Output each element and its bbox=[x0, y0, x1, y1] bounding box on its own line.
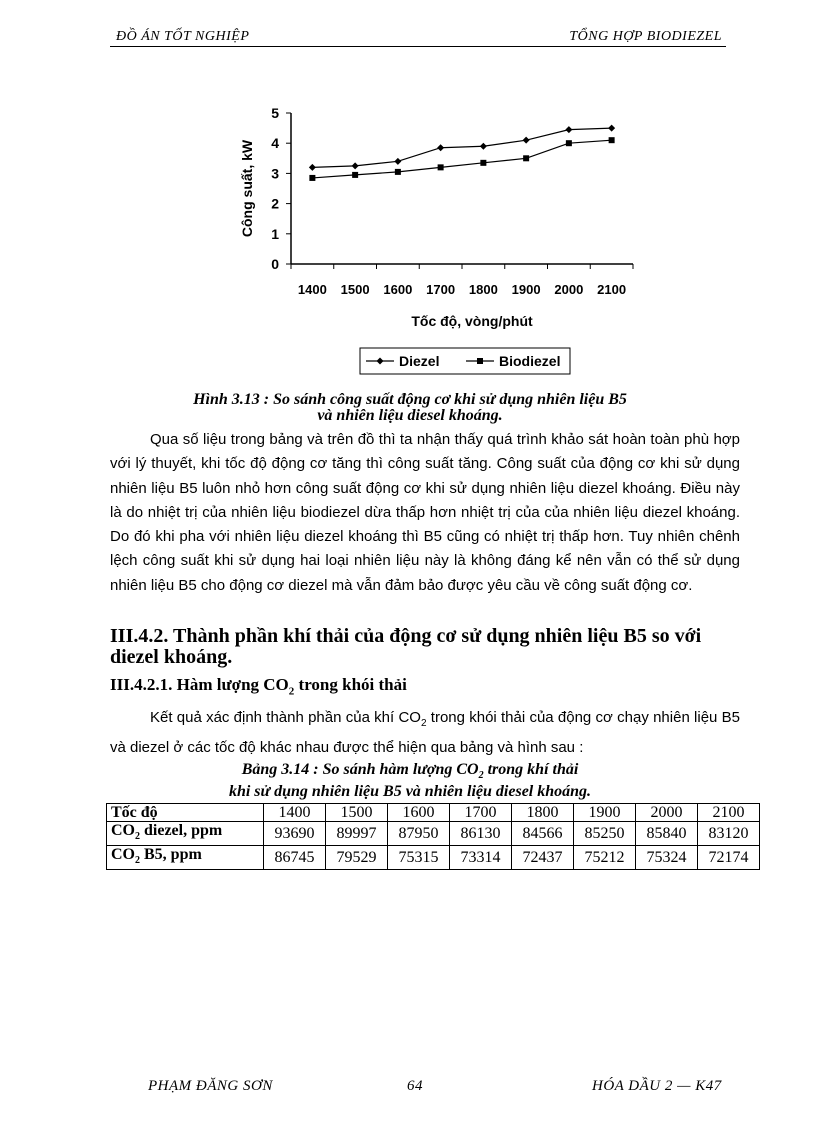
data-point-diezel bbox=[437, 144, 444, 151]
data-point-diezel bbox=[480, 143, 487, 150]
table-row-b5 bbox=[107, 846, 760, 870]
x-tick-label: 1400 bbox=[297, 282, 327, 297]
y-tick-label: 1 bbox=[271, 225, 279, 242]
y-tick-label: 2 bbox=[271, 195, 279, 212]
data-point-biodiezel bbox=[609, 137, 615, 143]
table-cell: 85250 bbox=[574, 822, 636, 846]
power-chart bbox=[200, 100, 660, 385]
row-label-suffix: B5, ppm bbox=[140, 846, 202, 864]
row-label-prefix: CO bbox=[111, 822, 135, 839]
paragraph-1-text: Qua số liệu trong bảng và trên đồ thì ta nhận thấy quá trình khảo sát hoàn toàn phù hợp với lý thuyết, khi tốc độ động cơ tăng thì công suất tăng. Công suất của động cơ khi sử dụng nhiên liệu B5 luôn nhỏ hơn công suất động cơ khi sử dụng nhiên liệu diezel khoáng. Điều này là do nhiệt trị của nhiên liệu biodiezel dừa thấp hơn nhiệt trị của của nhiên liệu diezel khoáng. Do đó khi pha với nhiên liệu diezel khoáng thì B5 cũng có nhiệt trị thấp hơn. Tuy nhiên chênh lệch công suất khi sử dụng hai loại nhiên liệu này là không đáng kể nên vẫn có thể sử dụng nhiên liệu B5 cho động cơ diezel mà vẫn đảm bảo được yêu cầu về công suất động cơ. bbox=[110, 431, 740, 594]
table-cell: 87950 bbox=[388, 822, 450, 846]
row-label-prefix: CO bbox=[111, 846, 135, 864]
data-point-biodiezel bbox=[352, 172, 358, 178]
header-left: ĐỒ ÁN TỐT NGHIỆP bbox=[116, 29, 250, 44]
x-tick-label: 1900 bbox=[511, 282, 541, 297]
data-point-diezel bbox=[309, 164, 316, 171]
x-axis-label: Tốc độ, vòng/phút bbox=[411, 313, 533, 329]
row-label-sub: 2 bbox=[135, 855, 140, 867]
table-cell: 75315 bbox=[388, 846, 450, 870]
data-point-biodiezel bbox=[480, 160, 486, 166]
table-cell: 2100 bbox=[698, 804, 760, 822]
table-cell: 1400 bbox=[264, 804, 326, 822]
subsection-heading-prefix: III.4.2.1. Hàm lượng CO bbox=[110, 675, 289, 694]
figure-caption-line1: Hình 3.13 : So sánh công suất động cơ khi sử dụng nhiên liệu B5 bbox=[193, 391, 627, 408]
co2-table bbox=[106, 803, 760, 870]
data-point-diezel bbox=[608, 125, 615, 132]
table-cell: 2000 bbox=[636, 804, 698, 822]
table-row-diezel bbox=[107, 822, 760, 846]
row-label-suffix: diezel, ppm bbox=[140, 822, 223, 839]
subsection-heading bbox=[110, 675, 407, 697]
row-label-sub: 2 bbox=[135, 831, 140, 843]
table-cell: 84566 bbox=[512, 822, 574, 846]
legend-label-biodiezel: Biodiezel bbox=[499, 353, 561, 369]
subsection-heading-suffix: trong khói thải bbox=[294, 675, 407, 694]
legend-label-diezel: Diezel bbox=[399, 353, 440, 369]
header-right: TỔNG HỢP BIODIEZEL bbox=[569, 29, 722, 44]
table-caption-prefix: Bảng 3.14 : So sánh hàm lượng CO bbox=[241, 761, 479, 778]
x-tick-label: 2000 bbox=[554, 282, 584, 297]
table-caption bbox=[110, 762, 710, 800]
x-tick-label: 1500 bbox=[340, 282, 370, 297]
section-heading: III.4.2. Thành phần khí thải của động cơ sử dụng nhiên liệu B5 so với diezel khoáng. bbox=[110, 625, 702, 668]
table-row-header: Tốc độ bbox=[107, 804, 264, 822]
page-header bbox=[110, 28, 726, 47]
footer-page-number: 64 bbox=[407, 1078, 423, 1094]
x-tick-label: 2100 bbox=[597, 282, 627, 297]
table-cell: 1600 bbox=[388, 804, 450, 822]
table-row-speed bbox=[107, 804, 760, 822]
x-tick-label: 1600 bbox=[383, 282, 413, 297]
table-cell: 1900 bbox=[574, 804, 636, 822]
footer-class: HÓA DẦU 2 — K47 bbox=[592, 1078, 722, 1094]
data-point-biodiezel bbox=[523, 155, 529, 161]
series-line-diezel bbox=[312, 128, 611, 167]
data-point-biodiezel bbox=[309, 175, 315, 181]
paragraph-2-after: trong khói thải của động cơ chạy nhiên liệu B5 và diezel ở các tốc độ khác nhau được thể hiện qua bảng và hình sau : bbox=[110, 709, 741, 757]
table-cell: 85840 bbox=[636, 822, 698, 846]
table-cell: 75212 bbox=[574, 846, 636, 870]
table-cell: 86130 bbox=[450, 822, 512, 846]
data-point-biodiezel bbox=[566, 140, 572, 146]
table-cell: 1700 bbox=[450, 804, 512, 822]
table-caption-line1 bbox=[110, 762, 710, 784]
table-row-header bbox=[107, 846, 264, 870]
data-point-diezel bbox=[523, 137, 530, 144]
data-point-biodiezel bbox=[438, 164, 444, 170]
paragraph-2-sub: 2 bbox=[420, 718, 427, 729]
data-point-diezel bbox=[394, 158, 401, 165]
paragraph-1 bbox=[110, 428, 740, 598]
table-cell: 72437 bbox=[512, 846, 574, 870]
table-cell: 75324 bbox=[636, 846, 698, 870]
table-row-header bbox=[107, 822, 264, 846]
table-cell: 73314 bbox=[450, 846, 512, 870]
y-tick-label: 4 bbox=[271, 135, 279, 152]
data-point-biodiezel bbox=[395, 169, 401, 175]
paragraph-2-before: Kết quả xác định thành phần của khí CO bbox=[150, 709, 421, 726]
table-cell: 1500 bbox=[326, 804, 388, 822]
y-tick-label: 5 bbox=[271, 105, 279, 121]
table-cell: 86745 bbox=[264, 846, 326, 870]
y-tick-label: 0 bbox=[271, 256, 279, 272]
data-point-diezel bbox=[565, 126, 572, 133]
table-cell: 79529 bbox=[326, 846, 388, 870]
table-caption-suffix: trong khí thải bbox=[483, 761, 579, 778]
table-cell: 89997 bbox=[326, 822, 388, 846]
table-cell: 1800 bbox=[512, 804, 574, 822]
x-tick-label: 1800 bbox=[468, 282, 498, 297]
table-cell: 72174 bbox=[698, 846, 760, 870]
legend-marker-biodiezel bbox=[477, 358, 483, 364]
table-caption-line2: khi sử dụng nhiên liệu B5 và nhiên liệu diesel khoáng. bbox=[228, 783, 592, 801]
figure-caption bbox=[110, 392, 710, 424]
table-cell: 93690 bbox=[264, 822, 326, 846]
table-cell: 83120 bbox=[698, 822, 760, 846]
paragraph-2 bbox=[110, 706, 740, 761]
data-point-diezel bbox=[352, 162, 359, 169]
paragraph-2-text bbox=[110, 706, 740, 761]
y-tick-label: 3 bbox=[271, 165, 279, 182]
y-axis-label: Công suất, kW bbox=[239, 139, 255, 238]
footer-author: PHẠM ĐĂNG SƠN bbox=[148, 1078, 273, 1094]
table-caption-sub: 2 bbox=[478, 770, 484, 782]
figure-caption-line2: và nhiên liệu diesel khoáng. bbox=[317, 407, 503, 424]
subsection-heading-sub: 2 bbox=[288, 685, 295, 698]
x-tick-label: 1700 bbox=[426, 282, 456, 297]
